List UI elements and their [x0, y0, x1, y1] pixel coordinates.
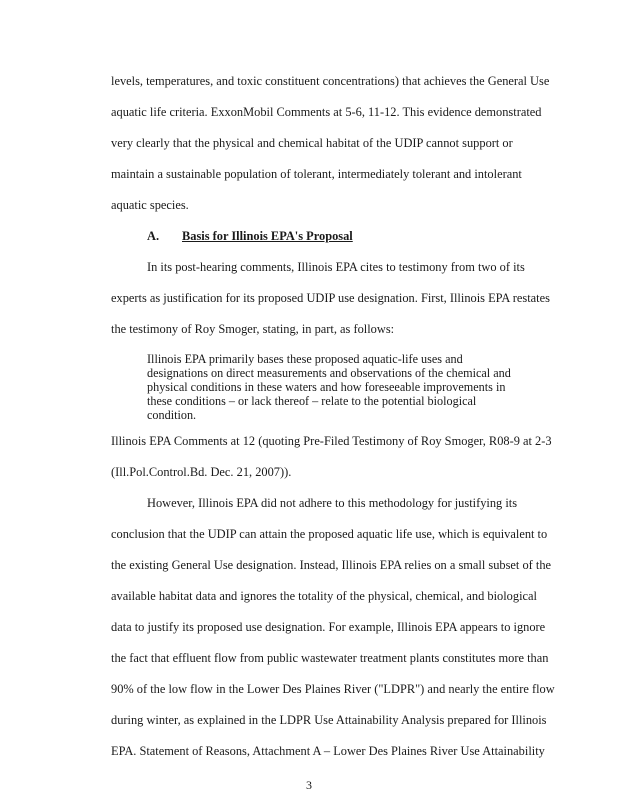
citation-line: Illinois EPA Comments at 12 (quoting Pre-Filed Testimony of Roy Smoger, R08-9 at 2-3 — [111, 434, 552, 448]
body-text-line: aquatic species. — [111, 198, 189, 212]
section-title: Basis for Illinois EPA's Proposal — [182, 229, 353, 243]
body-text-line: the fact that effluent flow from public wastewater treatment plants constitutes more than — [111, 651, 549, 665]
block-quote-line: these conditions – or lack thereof – relate to the potential biological — [147, 394, 477, 408]
body-text-line: the testimony of Roy Smoger, stating, in part, as follows: — [111, 322, 395, 336]
body-text-line: available habitat data and ignores the totality of the physical, chemical, and biological — [111, 589, 537, 603]
body-text-line: EPA. Statement of Reasons, Attachment A – Lower Des Plaines River Use Attainability — [111, 744, 545, 758]
block-quote-line: condition. — [147, 408, 197, 422]
page-number: 3 — [306, 778, 312, 792]
block-quote-line: physical conditions in these waters and how foreseeable improvements in — [147, 380, 506, 394]
body-text-line: data to justify its proposed use designation. For example, Illinois EPA appears to ignore — [111, 620, 546, 634]
block-quote-line: Illinois EPA primarily bases these proposed aquatic-life uses and — [147, 352, 463, 366]
citation-line: (Ill.Pol.Control.Bd. Dec. 21, 2007)). — [111, 465, 292, 479]
body-text-line: maintain a sustainable population of tolerant, intermediately tolerant and intolerant — [111, 167, 522, 181]
body-text-line: experts as justification for its proposed UDIP use designation. First, Illinois EPA restates — [111, 291, 550, 305]
body-text-line: during winter, as explained in the LDPR Use Attainability Analysis prepared for Illinois — [111, 713, 547, 727]
body-text-line: However, Illinois EPA did not adhere to this methodology for justifying its — [147, 496, 518, 510]
section-letter: A. — [147, 229, 160, 243]
body-text-line: levels, temperatures, and toxic constituent concentrations) that achieves the General Use — [111, 74, 550, 88]
body-text-line: conclusion that the UDIP can attain the proposed aquatic life use, which is equivalent to — [111, 527, 548, 541]
body-text-line: In its post-hearing comments, Illinois EPA cites to testimony from two of its — [147, 260, 525, 274]
block-quote-line: designations on direct measurements and observations of the chemical and — [147, 366, 511, 380]
body-text-line: very clearly that the physical and chemical habitat of the UDIP cannot support or — [111, 136, 513, 150]
body-text-line: the existing General Use designation. Instead, Illinois EPA relies on a small subset of the — [111, 558, 552, 572]
body-text-line: aquatic life criteria. ExxonMobil Comments at 5-6, 11-12. This evidence demonstrated — [111, 105, 542, 119]
body-text-line: 90% of the low flow in the Lower Des Plaines River ("LDPR") and nearly the entire flow — [111, 682, 555, 696]
